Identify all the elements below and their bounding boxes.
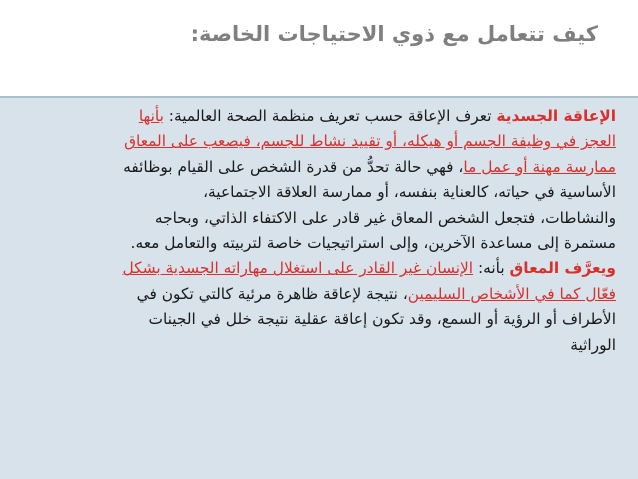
paragraph2-line2 [22, 282, 616, 307]
paragraph2-red-start: الإنسان غير القادر على استغلال مهاراته الجسدية بشكل [122, 259, 474, 278]
paragraph1-red-start: بأنها [138, 107, 164, 125]
paragraph2-line2-rest: ، نتيجة لإعاقة ظاهرة مرئية كالتي تكون في [136, 284, 408, 303]
term-physical-disability: الإعاقة الجسدية [496, 107, 616, 125]
paragraph1-line3-rest: ، فهي حالة تحدُّ من قدرة الشخص على القيام بوظائفه [123, 157, 464, 176]
paragraph1-line3-red: ممارسة مهنة أو عمل ما [463, 157, 616, 176]
paragraph1-line2 [22, 129, 616, 154]
paragraph2-line1 [22, 256, 616, 281]
paragraph1-line6: مستمرة إلى مساعدة الآخرين، وإلى استراتيجيات خاصة لتربيته والتعامل معه. [130, 234, 616, 253]
paragraph1-line4: الأساسية في حياته، كالعناية بنفسه، أو ممارسة العلاقة الاجتماعية، [203, 183, 616, 202]
slide-title: كيف تتعامل مع ذوي الاحتياجات الخاصة: [190, 22, 598, 46]
paragraph2-line3: الأطراف أو الرؤية أو السمع، وقد تكون إعاقة عقلية نتيجة خلل في الجينات [148, 310, 616, 329]
slide-body [22, 104, 616, 358]
divider-line [0, 96, 638, 98]
paragraph1-intro: تعرف الإعاقة حسب تعريف منظمة الصحة العالمية: [163, 107, 497, 125]
paragraph1-line1 [22, 104, 616, 129]
paragraph2-line4: الوراثية [570, 335, 616, 354]
paragraph1-line2-red: العجز في وظيفة الجسم أو هيكله، أو تقييد نشاط للجسم، فيصعب على المعاق [124, 132, 616, 151]
paragraph2-line2-red: فعّال كما في الأشخاص السليمين [407, 284, 616, 303]
paragraph2-intro: بأنه: [473, 259, 510, 278]
term-disabled-person: ويعرَّف المعاق [509, 259, 616, 278]
paragraph1-line5: والنشاطات، فتجعل الشخص المعاق غير قادر على الاكتفاء الذاتي، وبحاجه [154, 208, 616, 227]
paragraph1-line3 [22, 155, 616, 180]
